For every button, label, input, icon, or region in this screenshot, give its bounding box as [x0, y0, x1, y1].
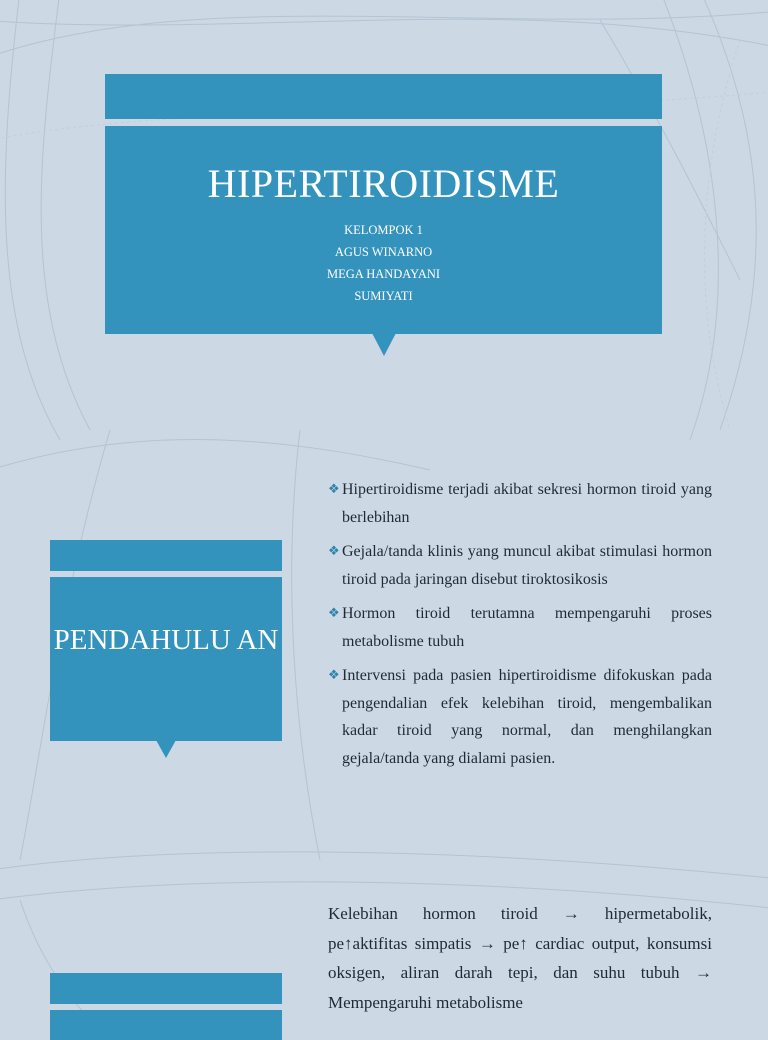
diamond-bullet-icon: ❖: [328, 606, 340, 621]
member-line: MEGA HANDAYANI: [326, 267, 441, 281]
section-top-strip: [50, 540, 282, 571]
list-item: [328, 538, 712, 593]
list-item-text: Intervensi pada pasien hipertiroidisme difokuskan pada pengendalian efek kelebihan tiroid, mengembalikan kadar tiroid yang normal, dan menghilangkan gejala/tanda yang dialami pasien.: [342, 667, 712, 767]
title-top-strip: [105, 74, 662, 119]
diamond-bullet-icon: ❖: [328, 668, 340, 683]
presentation-title: HIPERTIROIDISME: [207, 161, 560, 206]
slide3-title-box: [50, 1010, 282, 1040]
list-item-text: Gejala/tanda klinis yang muncul akibat stimulasi hormon tiroid pada jaringan disebut tiroktosikosis: [342, 543, 712, 588]
section-box-pointer: [156, 740, 176, 758]
list-item: [328, 600, 712, 655]
list-item-text: Hipertiroidisme terjadi akibat sekresi hormon tiroid yang berlebihan: [342, 481, 712, 526]
pathophysiology-paragraph: Kelebihan hormon tiroid → hipermetabolik, pe↑aktifitas simpatis → pe↑ cardiac output, konsumsi oksigen, aliran darah tepi, dan suhu tubuh → Mempengaruhi metabolisme: [328, 904, 712, 1012]
member-line: AGUS WINARNO: [334, 245, 433, 259]
list-item: [328, 662, 712, 772]
diamond-bullet-icon: ❖: [328, 544, 340, 559]
section-title-box: [50, 577, 282, 741]
section-title: [50, 625, 282, 656]
list-item: [328, 476, 712, 531]
list-item-text: Hormon tiroid terutamna mempengaruhi proses metabolisme tubuh: [342, 605, 712, 650]
group-members: [105, 219, 662, 307]
member-line: KELOMPOK 1: [344, 223, 423, 237]
member-line: SUMIYATI: [354, 289, 413, 303]
intro-bullet-list: [328, 476, 712, 779]
slide3-top-strip: [50, 973, 282, 1004]
section-title-text: PENDAHULU AN: [53, 624, 279, 656]
title-box-pointer: [372, 333, 396, 356]
diamond-bullet-icon: ❖: [328, 482, 340, 497]
